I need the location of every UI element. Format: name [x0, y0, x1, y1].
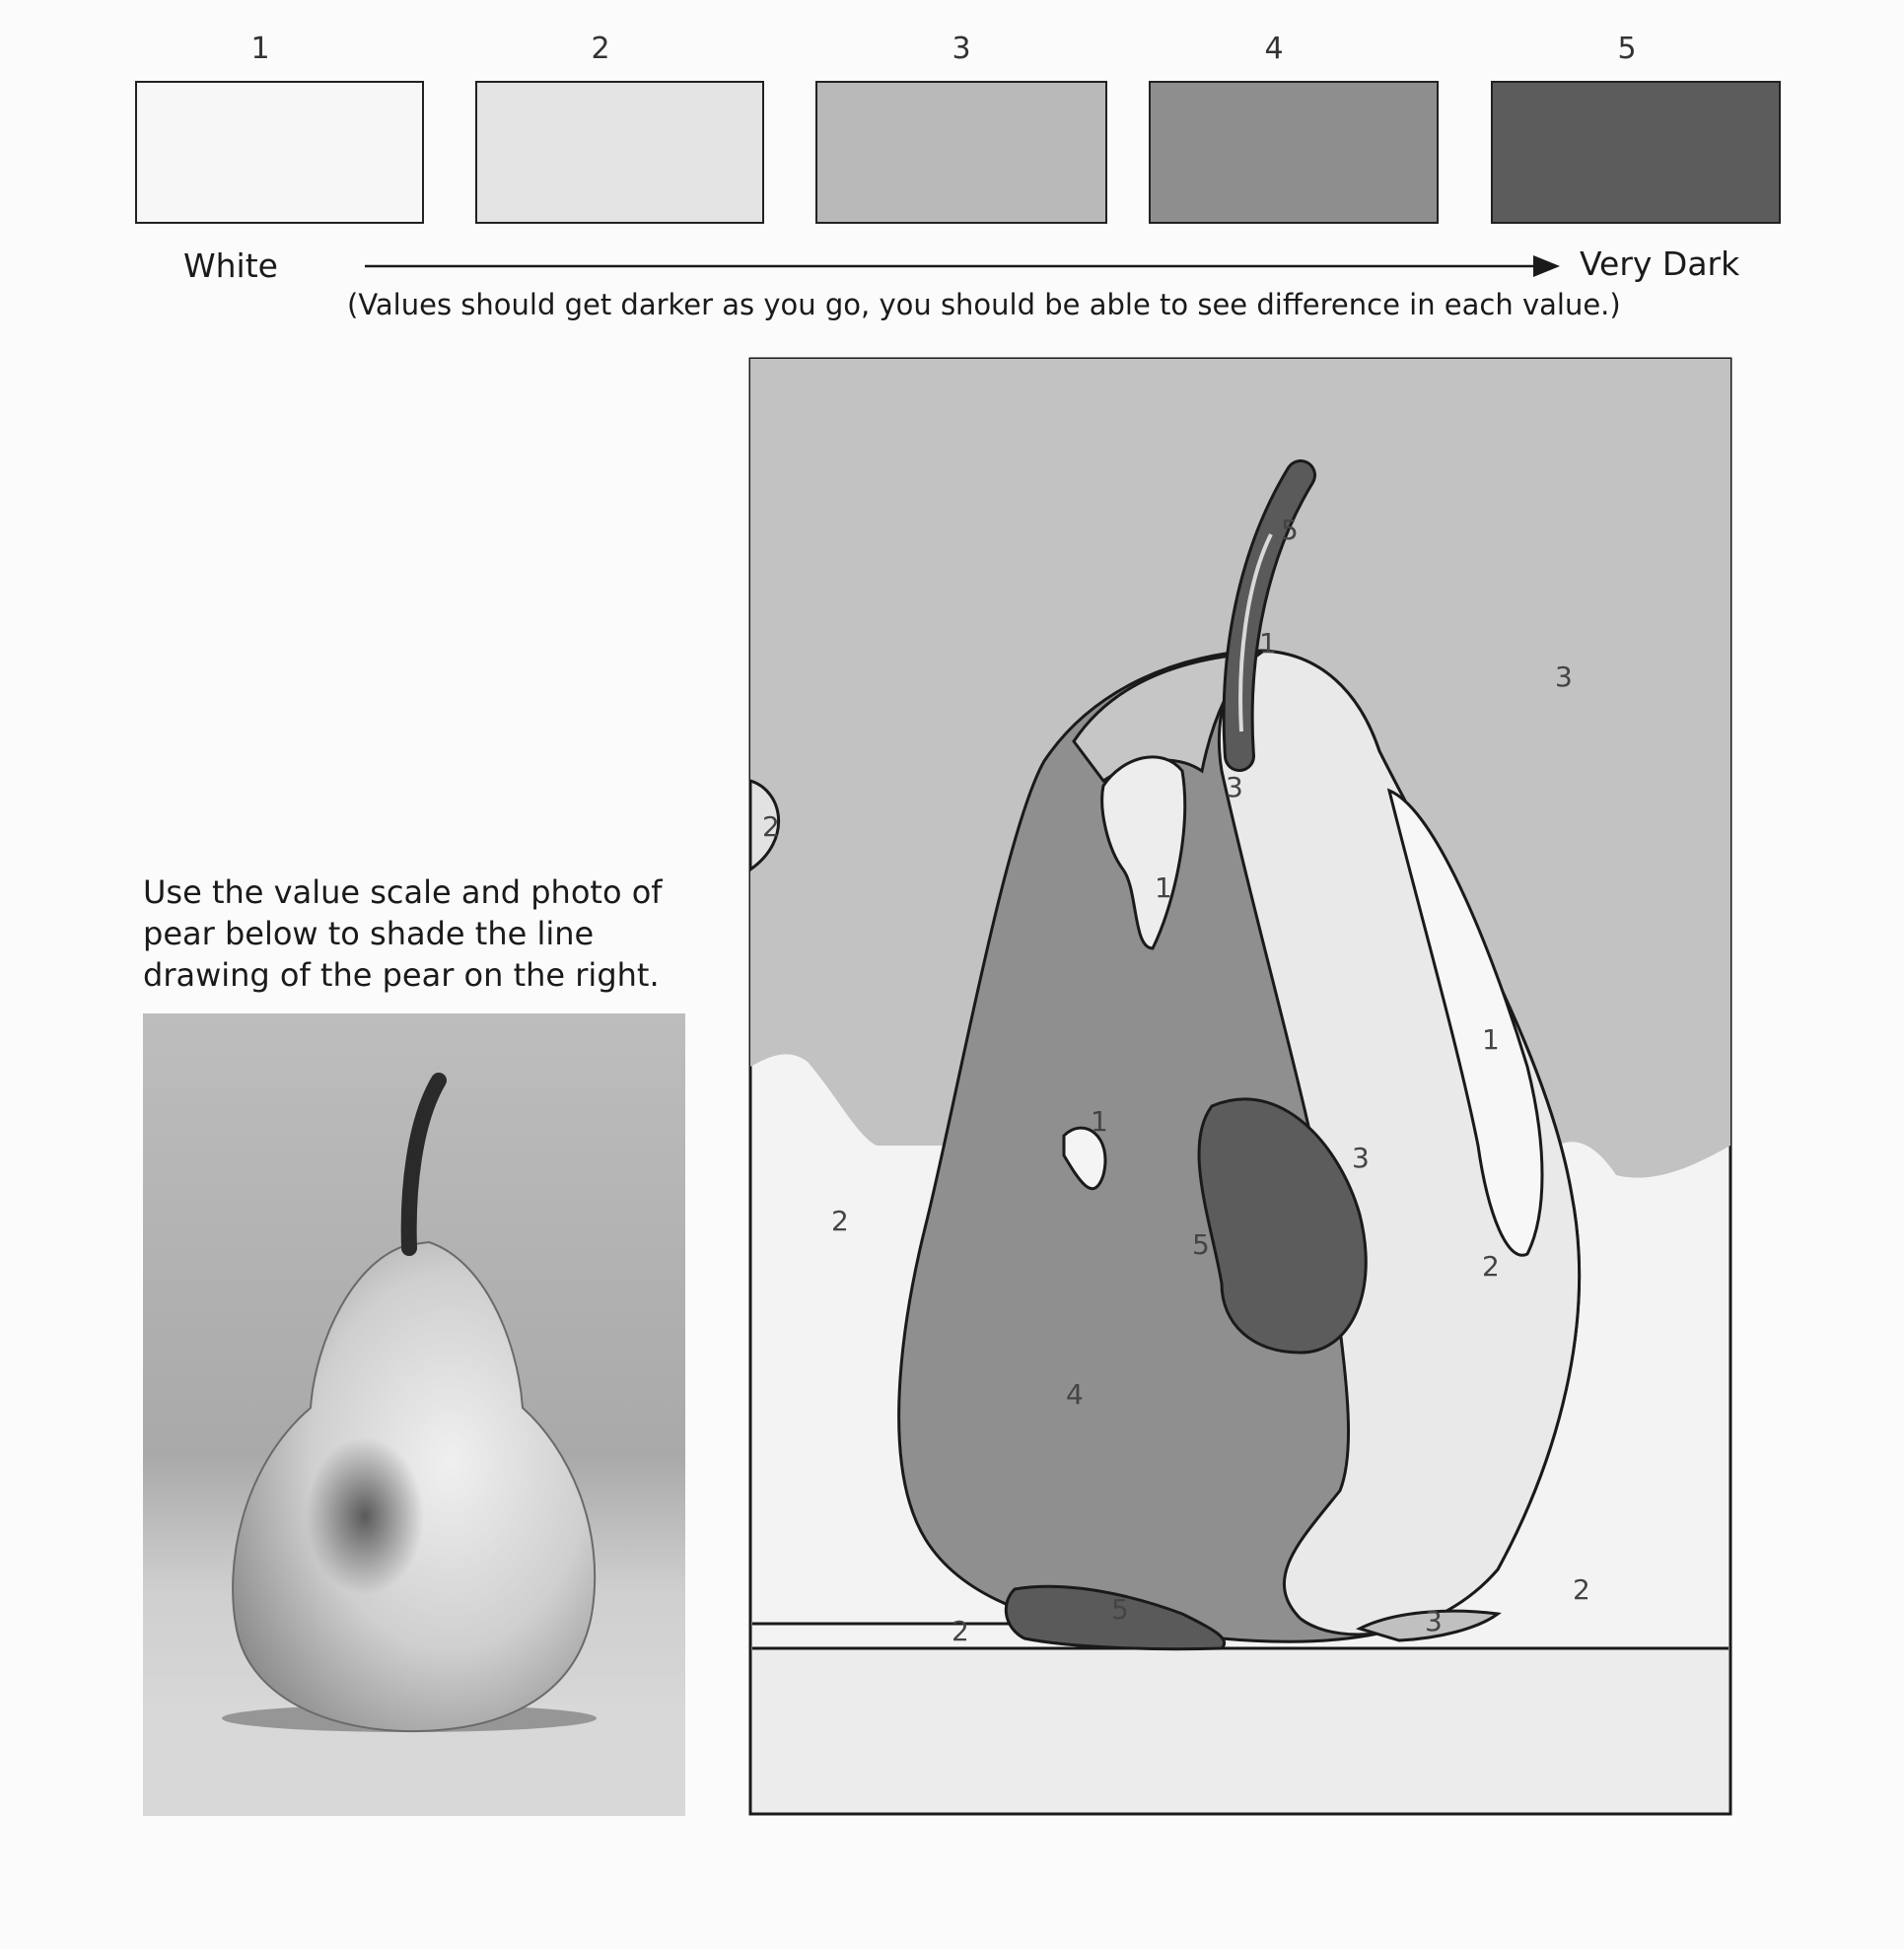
- value-scale-number-4: 4: [1264, 32, 1284, 66]
- value-box-1: [135, 81, 424, 224]
- region-number-bottom-right: 3: [1425, 1605, 1443, 1637]
- region-number-stem-highlight: 1: [1259, 627, 1277, 660]
- region-number-right-highlight: 1: [1482, 1023, 1500, 1056]
- scale-start-label: White: [183, 246, 278, 285]
- region-number-middle-band: 3: [1352, 1142, 1370, 1174]
- value-scale-number-5: 5: [1617, 32, 1637, 66]
- instructions-text: Use the value scale and photo of pear below to shade the line drawing of the pear on the right.: [143, 873, 663, 994]
- region-number-left-bump: 2: [762, 810, 780, 843]
- value-box-5: [1491, 81, 1781, 224]
- scale-note: (Values should get darker as you go, you should be able to see difference in each value.): [347, 288, 1621, 321]
- value-scale-number-3: 3: [952, 32, 971, 66]
- region-number-pear-top: 3: [1226, 771, 1243, 803]
- value-box-3: [815, 81, 1107, 224]
- value-scale-number-1: 1: [250, 32, 270, 66]
- region-number-background-right: 3: [1555, 661, 1573, 693]
- scale-end-label: Very Dark: [1580, 244, 1740, 283]
- region-number-table-left: 2: [831, 1205, 849, 1237]
- region-number-table-edge: 2: [952, 1615, 969, 1647]
- region-number-stem-top: 5: [1281, 514, 1299, 546]
- table-front: [752, 1648, 1728, 1812]
- region-number-small-highlight: 1: [1091, 1105, 1108, 1138]
- value-box-2: [475, 81, 764, 224]
- scale-arrow: [365, 251, 1568, 281]
- region-number-right-band: 2: [1482, 1250, 1500, 1283]
- value-box-4: [1149, 81, 1439, 224]
- value-scale-number-2: 2: [591, 32, 610, 66]
- region-number-table-right: 2: [1573, 1573, 1590, 1606]
- region-number-dark-spot: 5: [1192, 1228, 1210, 1261]
- region-number-left-highlight: 1: [1155, 871, 1172, 904]
- pear-line-drawing: [748, 357, 1732, 1818]
- region-number-shadow-side: 4: [1066, 1378, 1084, 1411]
- pear-reference-photo: [143, 1013, 685, 1816]
- region-number-bottom-shadow: 5: [1111, 1593, 1129, 1626]
